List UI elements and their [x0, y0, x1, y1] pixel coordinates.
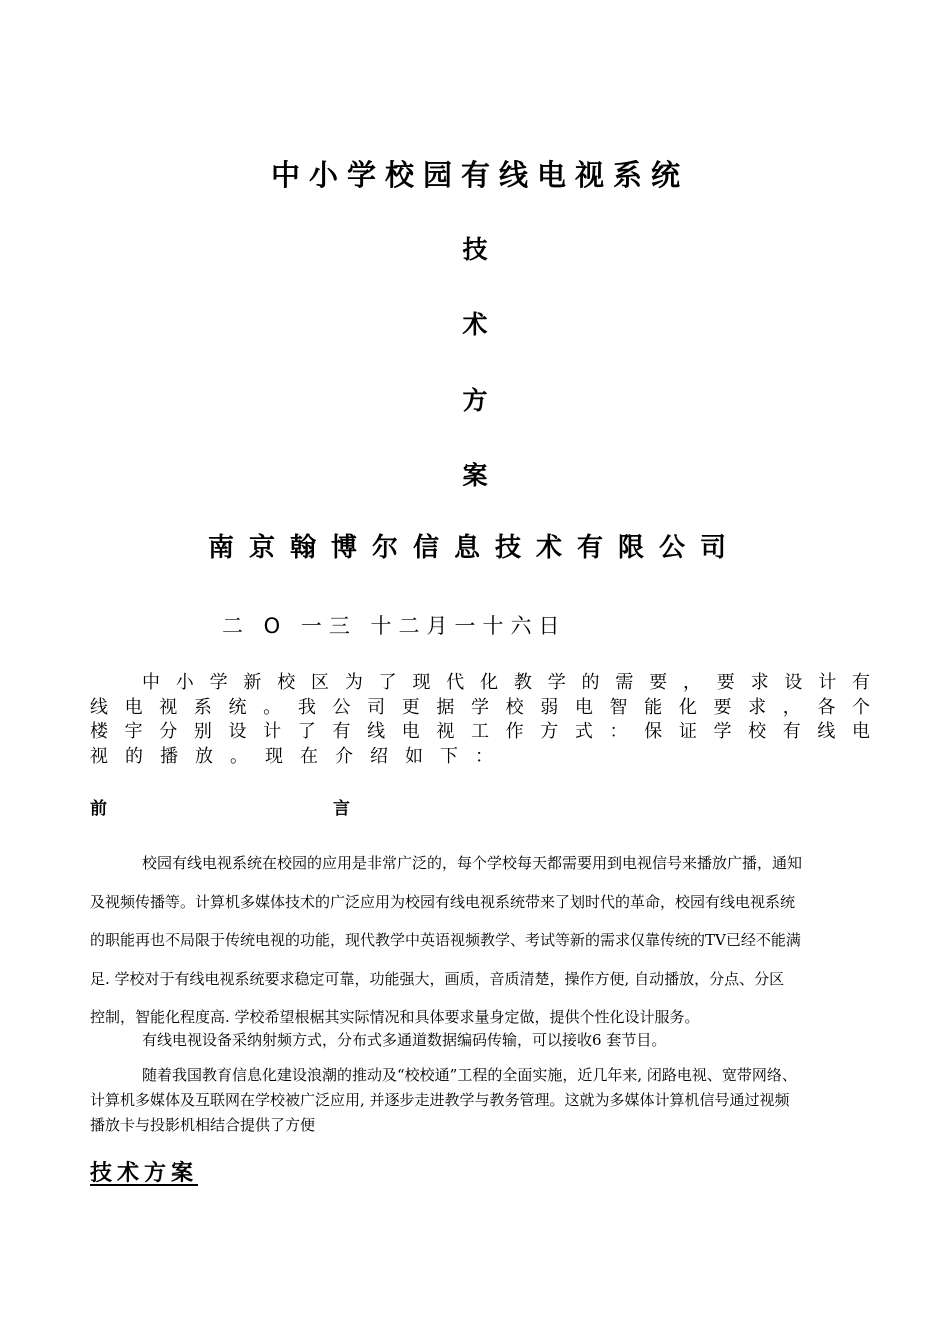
intro-paragraph [90, 671, 870, 769]
body-paragraph: 有线电视设备采纳射频方式，分布式多通道数据编码传输，可以接收6 套节目。 [142, 1031, 667, 1049]
paragraph-line: 随着我国教育信息化建设浪潮的推动及“校校通”工程的全面实施，近几年来, 闭路电视、宽带网络、 [142, 1066, 797, 1084]
subtitle-char: 技 [462, 235, 488, 264]
intro-line: 中小学新校区为了现代化教学的需要，要求设计有 [142, 672, 870, 693]
preface-heading-left: 前 [90, 799, 107, 819]
paragraph-line: 控制，智能化程度高. 学校希望根椐其实际情况和具体要求量身定做，提供个性化设计服务。 [90, 1008, 700, 1026]
body-paragraph [90, 844, 890, 1037]
paragraph-line: 足. 学校对于有线电视系统要求稳定可靠，功能强大，画质，音质清楚，操作方便, 自动播放，分点、分区 [90, 969, 785, 988]
paragraph-line: 校园有线电视系统在校园的应用是非常广泛的，每个学校每天都需要用到电视信号来播放广播，通知 [142, 854, 803, 872]
preface-heading-right: 言 [333, 799, 350, 819]
subtitle-char: 术 [462, 310, 488, 339]
company-name: 南京翰博尔信息技术有限公司 [208, 533, 742, 563]
paragraph-line: 的职能再也不局限于传统电视的功能，现代教学中英语视频教学、考试等新的需求仅靠传统的TV已经不能满 [90, 931, 801, 949]
subtitle-char: 方 [462, 386, 488, 415]
preface-heading [90, 796, 350, 822]
subtitle-char: 案 [462, 461, 488, 490]
document-date: 二 O 一三 十二月一十六日 [222, 614, 567, 638]
intro-line: 线电视系统。我公司更据学校弱电智能化要求，各个 [90, 696, 870, 718]
document-title: 中小学校园有线电视系统 [270, 158, 689, 192]
section-heading: 技术方案 [90, 1161, 199, 1186]
paragraph-line: 播放卡与投影机相结合提供了方便 [90, 1116, 316, 1134]
intro-line: 楼宇分别设计了有线电视工作方式：保证学校有线电 [90, 721, 870, 742]
body-paragraph [90, 1063, 890, 1138]
paragraph-line: 及视频传播等。计算机多媒体技术的广泛应用为校园有线电视系统带来了划时代的革命，校园有线电视系统 [90, 892, 796, 911]
paragraph-line: 计算机多媒体及互联网在学校被广泛应用, 并逐步走进教学与教务管理。这就为多媒体计算机信号通过视频 [90, 1091, 790, 1109]
intro-line: 视的播放。现在介绍如下： [90, 745, 510, 767]
